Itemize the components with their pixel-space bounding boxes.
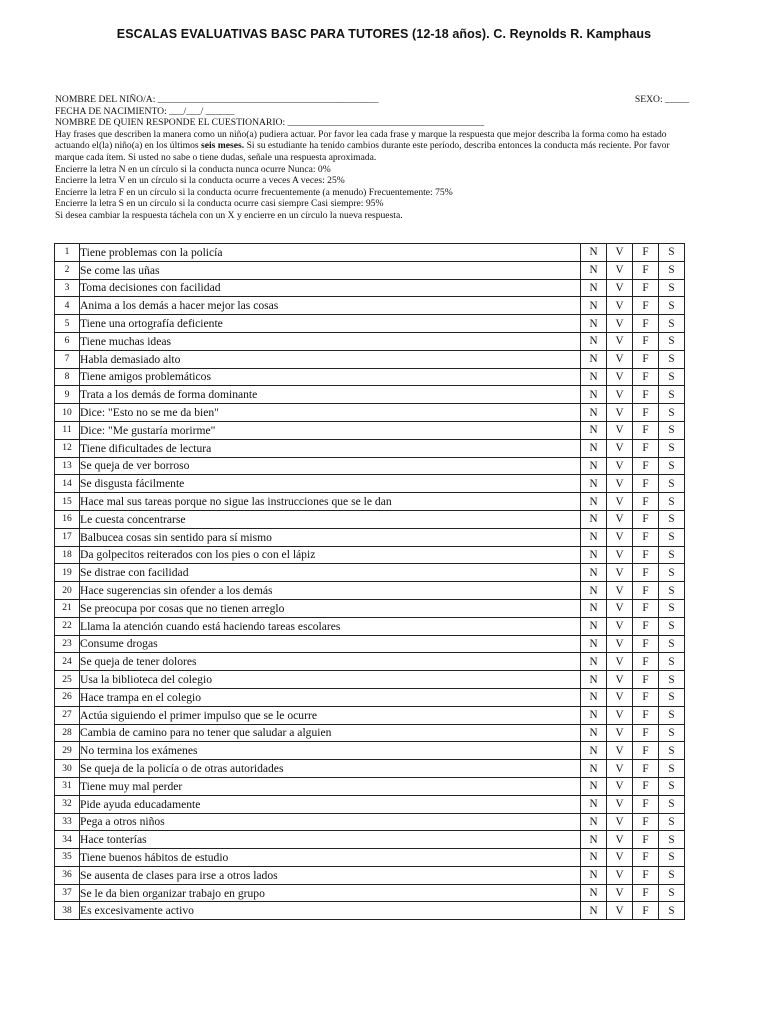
answer-option-v[interactable]: V bbox=[607, 439, 633, 457]
table-row bbox=[55, 350, 685, 368]
item-number: 7 bbox=[55, 350, 80, 368]
answer-option-f[interactable]: F bbox=[633, 386, 659, 404]
answer-option-s[interactable]: S bbox=[659, 546, 685, 564]
answer-option-f[interactable]: F bbox=[633, 457, 659, 475]
answer-option-n[interactable]: N bbox=[581, 368, 607, 386]
item-number: 37 bbox=[55, 884, 80, 902]
answer-option-s[interactable]: S bbox=[659, 457, 685, 475]
answer-option-f[interactable]: F bbox=[633, 368, 659, 386]
answer-option-n[interactable]: N bbox=[581, 831, 607, 849]
table-row bbox=[55, 813, 685, 831]
answer-option-v[interactable]: V bbox=[607, 475, 633, 493]
answer-option-v[interactable]: V bbox=[607, 795, 633, 813]
answer-option-v[interactable]: V bbox=[607, 404, 633, 422]
answer-option-v[interactable]: V bbox=[607, 849, 633, 867]
instructions-emphasis: seis meses. bbox=[201, 140, 245, 152]
instructions-text: Hay frases que describen la manera como un niño(a) pudiera actuar. Por favor lea cada frase y marque la respuesta que mejor describa la forma como ha estado actuando el(la) niño(a) en los últimos bbox=[55, 128, 667, 152]
answer-option-f[interactable]: F bbox=[633, 599, 659, 617]
item-number: 21 bbox=[55, 599, 80, 617]
answer-option-n[interactable]: N bbox=[581, 777, 607, 795]
answer-option-f[interactable]: F bbox=[633, 760, 659, 778]
answer-option-v[interactable]: V bbox=[607, 510, 633, 528]
item-text: Balbucea cosas sin sentido para sí mismo bbox=[80, 528, 581, 546]
item-number: 33 bbox=[55, 813, 80, 831]
answer-option-v[interactable]: V bbox=[607, 902, 633, 920]
answer-option-v[interactable]: V bbox=[607, 315, 633, 333]
table-row bbox=[55, 493, 685, 511]
answer-option-v[interactable]: V bbox=[607, 261, 633, 279]
table-row bbox=[55, 315, 685, 333]
answer-option-f[interactable]: F bbox=[633, 617, 659, 635]
answer-option-v[interactable]: V bbox=[607, 528, 633, 546]
answer-option-f[interactable]: F bbox=[633, 635, 659, 653]
answer-option-n[interactable]: N bbox=[581, 653, 607, 671]
item-number: 11 bbox=[55, 421, 80, 439]
item-number: 9 bbox=[55, 386, 80, 404]
answer-option-s[interactable]: S bbox=[659, 706, 685, 724]
table-row bbox=[55, 617, 685, 635]
item-text: Es excesivamente activo bbox=[80, 902, 581, 920]
answer-option-n[interactable]: N bbox=[581, 279, 607, 297]
table-row bbox=[55, 510, 685, 528]
item-text: Tiene dificultades de lectura bbox=[80, 439, 581, 457]
answer-option-v[interactable]: V bbox=[607, 617, 633, 635]
item-text: Cambia de camino para no tener que saludar a alguien bbox=[80, 724, 581, 742]
answer-option-s[interactable]: S bbox=[659, 849, 685, 867]
table-row bbox=[55, 599, 685, 617]
answer-option-s[interactable]: S bbox=[659, 528, 685, 546]
table-row bbox=[55, 261, 685, 279]
answer-option-f[interactable]: F bbox=[633, 297, 659, 315]
answer-option-s[interactable]: S bbox=[659, 564, 685, 582]
answer-option-s[interactable]: S bbox=[659, 884, 685, 902]
table-row bbox=[55, 332, 685, 350]
table-row bbox=[55, 564, 685, 582]
sex-field[interactable]: SEXO: _____ bbox=[634, 94, 689, 105]
answer-option-s[interactable]: S bbox=[659, 688, 685, 706]
item-text: Habla demasiado alto bbox=[80, 350, 581, 368]
item-text: Hace mal sus tareas porque no sigue las instrucciones que se le dan bbox=[80, 493, 581, 511]
table-row bbox=[55, 244, 685, 262]
item-number: 18 bbox=[55, 546, 80, 564]
answer-option-f[interactable]: F bbox=[633, 831, 659, 849]
table-row bbox=[55, 368, 685, 386]
answer-option-f[interactable]: F bbox=[633, 884, 659, 902]
name-row bbox=[55, 94, 695, 106]
answer-option-n[interactable]: N bbox=[581, 297, 607, 315]
answer-option-f[interactable]: F bbox=[633, 795, 659, 813]
table-row bbox=[55, 671, 685, 689]
answer-option-v[interactable]: V bbox=[607, 706, 633, 724]
item-number: 32 bbox=[55, 795, 80, 813]
table-row bbox=[55, 279, 685, 297]
answer-option-n[interactable]: N bbox=[581, 332, 607, 350]
answer-option-s[interactable]: S bbox=[659, 386, 685, 404]
table-row bbox=[55, 724, 685, 742]
item-text: Usa la biblioteca del colegio bbox=[80, 671, 581, 689]
answer-option-f[interactable]: F bbox=[633, 724, 659, 742]
answer-option-s[interactable]: S bbox=[659, 368, 685, 386]
answer-option-s[interactable]: S bbox=[659, 653, 685, 671]
answer-option-s[interactable]: S bbox=[659, 866, 685, 884]
table-row bbox=[55, 421, 685, 439]
table-row bbox=[55, 528, 685, 546]
item-number: 23 bbox=[55, 635, 80, 653]
answer-option-s[interactable]: S bbox=[659, 724, 685, 742]
answer-option-n[interactable]: N bbox=[581, 884, 607, 902]
item-text: Da golpecitos reiterados con los pies o con el lápiz bbox=[80, 546, 581, 564]
answer-option-f[interactable]: F bbox=[633, 671, 659, 689]
item-number: 16 bbox=[55, 510, 80, 528]
answer-option-s[interactable]: S bbox=[659, 475, 685, 493]
answer-option-s[interactable]: S bbox=[659, 297, 685, 315]
answer-option-f[interactable]: F bbox=[633, 350, 659, 368]
item-text: Se come las uñas bbox=[80, 261, 581, 279]
answer-option-f[interactable]: F bbox=[633, 510, 659, 528]
item-number: 1 bbox=[55, 244, 80, 262]
answer-option-v[interactable]: V bbox=[607, 332, 633, 350]
instruction-n: Encierre la letra N en un círculo si la conducta nunca ocurre Nunca: 0% bbox=[55, 163, 331, 175]
answer-option-n[interactable]: N bbox=[581, 617, 607, 635]
answer-option-v[interactable]: V bbox=[607, 564, 633, 582]
answer-option-n[interactable]: N bbox=[581, 564, 607, 582]
answer-option-v[interactable]: V bbox=[607, 653, 633, 671]
answer-option-s[interactable]: S bbox=[659, 777, 685, 795]
answer-option-f[interactable]: F bbox=[633, 706, 659, 724]
item-text: Se queja de la policía o de otras autoridades bbox=[80, 760, 581, 778]
table-row bbox=[55, 457, 685, 475]
answer-option-v[interactable]: V bbox=[607, 635, 633, 653]
table-row bbox=[55, 795, 685, 813]
child-name-field[interactable]: NOMBRE DEL NIÑO/A: ______________________________________________ bbox=[55, 94, 379, 105]
answer-option-n[interactable]: N bbox=[581, 706, 607, 724]
item-number: 3 bbox=[55, 279, 80, 297]
answer-option-v[interactable]: V bbox=[607, 368, 633, 386]
answer-option-n[interactable]: N bbox=[581, 866, 607, 884]
answer-option-v[interactable]: V bbox=[607, 582, 633, 600]
answer-option-v[interactable]: V bbox=[607, 742, 633, 760]
table-row bbox=[55, 688, 685, 706]
answer-option-n[interactable]: N bbox=[581, 795, 607, 813]
item-text: Tiene amigos problemáticos bbox=[80, 368, 581, 386]
table-row bbox=[55, 439, 685, 457]
table-row bbox=[55, 884, 685, 902]
answer-option-v[interactable]: V bbox=[607, 493, 633, 511]
item-number: 22 bbox=[55, 617, 80, 635]
table-row bbox=[55, 475, 685, 493]
answer-option-n[interactable]: N bbox=[581, 475, 607, 493]
answer-option-n[interactable]: N bbox=[581, 582, 607, 600]
instruction-v: Encierre la letra V en un círculo si la conducta ocurre a veces A veces: 25% bbox=[55, 175, 345, 187]
answer-option-s[interactable]: S bbox=[659, 617, 685, 635]
answer-option-n[interactable]: N bbox=[581, 742, 607, 760]
answer-option-v[interactable]: V bbox=[607, 279, 633, 297]
table-row bbox=[55, 546, 685, 564]
table-row bbox=[55, 849, 685, 867]
item-number: 27 bbox=[55, 706, 80, 724]
answer-option-f[interactable]: F bbox=[633, 421, 659, 439]
answer-option-f[interactable]: F bbox=[633, 813, 659, 831]
answer-option-s[interactable]: S bbox=[659, 279, 685, 297]
answer-option-n[interactable]: N bbox=[581, 688, 607, 706]
answer-option-n[interactable]: N bbox=[581, 902, 607, 920]
answer-option-v[interactable]: V bbox=[607, 760, 633, 778]
answer-option-v[interactable]: V bbox=[607, 777, 633, 795]
answer-option-n[interactable]: N bbox=[581, 849, 607, 867]
answer-option-f[interactable]: F bbox=[633, 244, 659, 262]
answer-option-n[interactable]: N bbox=[581, 724, 607, 742]
table-row bbox=[55, 831, 685, 849]
answer-option-f[interactable]: F bbox=[633, 439, 659, 457]
answer-option-f[interactable]: F bbox=[633, 777, 659, 795]
answer-option-f[interactable]: F bbox=[633, 742, 659, 760]
answer-option-v[interactable]: V bbox=[607, 813, 633, 831]
table-row bbox=[55, 635, 685, 653]
item-number: 26 bbox=[55, 688, 80, 706]
answer-option-v[interactable]: V bbox=[607, 350, 633, 368]
item-text: Se disgusta fácilmente bbox=[80, 475, 581, 493]
item-text: Tiene muy mal perder bbox=[80, 777, 581, 795]
answer-option-s[interactable]: S bbox=[659, 261, 685, 279]
answer-option-v[interactable]: V bbox=[607, 457, 633, 475]
item-number: 5 bbox=[55, 315, 80, 333]
item-text: Se le da bien organizar trabajo en grupo bbox=[80, 884, 581, 902]
item-text: Llama la atención cuando está haciendo tareas escolares bbox=[80, 617, 581, 635]
item-text: Se preocupa por cosas que no tienen arreglo bbox=[80, 599, 581, 617]
table-row bbox=[55, 866, 685, 884]
form-header bbox=[55, 94, 695, 222]
answer-option-v[interactable]: V bbox=[607, 688, 633, 706]
answer-option-s[interactable]: S bbox=[659, 902, 685, 920]
answer-option-s[interactable]: S bbox=[659, 671, 685, 689]
item-number: 25 bbox=[55, 671, 80, 689]
item-number: 28 bbox=[55, 724, 80, 742]
instructions-paragraph bbox=[55, 129, 695, 164]
birthdate-field[interactable]: FECHA DE NACIMIENTO: ___/___/ ______ bbox=[55, 105, 235, 117]
questionnaire-body bbox=[55, 244, 685, 920]
answer-option-f[interactable]: F bbox=[633, 493, 659, 511]
answer-option-n[interactable]: N bbox=[581, 386, 607, 404]
item-text: Dice: "Esto no se me da bien" bbox=[80, 404, 581, 422]
item-number: 20 bbox=[55, 582, 80, 600]
answer-option-s[interactable]: S bbox=[659, 439, 685, 457]
answer-option-s[interactable]: S bbox=[659, 742, 685, 760]
table-row bbox=[55, 777, 685, 795]
item-text: Se queja de ver borroso bbox=[80, 457, 581, 475]
answer-option-f[interactable]: F bbox=[633, 582, 659, 600]
item-text: Hace tonterías bbox=[80, 831, 581, 849]
item-number: 36 bbox=[55, 866, 80, 884]
answer-option-f[interactable]: F bbox=[633, 564, 659, 582]
item-number: 6 bbox=[55, 332, 80, 350]
item-number: 19 bbox=[55, 564, 80, 582]
answer-option-s[interactable]: S bbox=[659, 421, 685, 439]
answer-option-n[interactable]: N bbox=[581, 261, 607, 279]
instructions-text-cont: Si su estudiante ha tenido cambios durante este período, describa entonces la conducta más reciente. Por favor marque cada ítem. Si usted no sabe o tiene dudas, señale una respuesta aproximada. bbox=[55, 140, 670, 163]
item-text: Anima a los demás a hacer mejor las cosas bbox=[80, 297, 581, 315]
answer-option-v[interactable]: V bbox=[607, 546, 633, 564]
item-number: 24 bbox=[55, 653, 80, 671]
answer-option-n[interactable]: N bbox=[581, 546, 607, 564]
answer-option-f[interactable]: F bbox=[633, 546, 659, 564]
table-row bbox=[55, 902, 685, 920]
answer-option-n[interactable]: N bbox=[581, 528, 607, 546]
answer-option-f[interactable]: F bbox=[633, 653, 659, 671]
item-number: 35 bbox=[55, 849, 80, 867]
table-row bbox=[55, 404, 685, 422]
answer-option-v[interactable]: V bbox=[607, 421, 633, 439]
answer-option-f[interactable]: F bbox=[633, 902, 659, 920]
table-row bbox=[55, 297, 685, 315]
answer-option-f[interactable]: F bbox=[633, 849, 659, 867]
answer-option-n[interactable]: N bbox=[581, 671, 607, 689]
item-number: 4 bbox=[55, 297, 80, 315]
item-number: 2 bbox=[55, 261, 80, 279]
table-row bbox=[55, 582, 685, 600]
answer-option-v[interactable]: V bbox=[607, 884, 633, 902]
item-number: 17 bbox=[55, 528, 80, 546]
answer-option-f[interactable]: F bbox=[633, 315, 659, 333]
answer-option-f[interactable]: F bbox=[633, 528, 659, 546]
answer-option-s[interactable]: S bbox=[659, 813, 685, 831]
item-number: 10 bbox=[55, 404, 80, 422]
answer-option-s[interactable]: S bbox=[659, 795, 685, 813]
table-row bbox=[55, 742, 685, 760]
instruction-f: Encierre la letra F en un círculo si la conducta ocurre frecuentemente (a menudo) Frecuentemente: 75% bbox=[55, 186, 453, 198]
answer-option-v[interactable]: V bbox=[607, 866, 633, 884]
item-text: Se distrae con facilidad bbox=[80, 564, 581, 582]
table-row bbox=[55, 653, 685, 671]
answer-option-n[interactable]: N bbox=[581, 813, 607, 831]
questionnaire-table bbox=[54, 243, 685, 920]
table-row bbox=[55, 386, 685, 404]
item-text: Tiene muchas ideas bbox=[80, 332, 581, 350]
instruction-s: Encierre la letra S en un círculo si la conducta ocurre casi siempre Casi siempre: 95% bbox=[55, 198, 384, 210]
item-number: 12 bbox=[55, 439, 80, 457]
item-text: Consume drogas bbox=[80, 635, 581, 653]
answer-option-f[interactable]: F bbox=[633, 279, 659, 297]
answer-option-n[interactable]: N bbox=[581, 760, 607, 778]
item-text: Pide ayuda educadamente bbox=[80, 795, 581, 813]
answer-option-n[interactable]: N bbox=[581, 350, 607, 368]
answer-option-s[interactable]: S bbox=[659, 244, 685, 262]
item-text: Hace trampa en el colegio bbox=[80, 688, 581, 706]
item-number: 34 bbox=[55, 831, 80, 849]
answer-option-f[interactable]: F bbox=[633, 688, 659, 706]
item-number: 14 bbox=[55, 475, 80, 493]
item-number: 38 bbox=[55, 902, 80, 920]
table-row bbox=[55, 706, 685, 724]
item-number: 15 bbox=[55, 493, 80, 511]
answer-option-v[interactable]: V bbox=[607, 724, 633, 742]
answer-option-f[interactable]: F bbox=[633, 332, 659, 350]
respondent-field[interactable]: NOMBRE DE QUIEN RESPONDE EL CUESTIONARIO: _________________________________________ bbox=[55, 117, 485, 129]
answer-option-n[interactable]: N bbox=[581, 315, 607, 333]
answer-option-s[interactable]: S bbox=[659, 599, 685, 617]
answer-option-v[interactable]: V bbox=[607, 297, 633, 315]
answer-option-n[interactable]: N bbox=[581, 244, 607, 262]
answer-option-s[interactable]: S bbox=[659, 315, 685, 333]
item-text: Le cuesta concentrarse bbox=[80, 510, 581, 528]
item-text: Se queja de tener dolores bbox=[80, 653, 581, 671]
answer-option-s[interactable]: S bbox=[659, 760, 685, 778]
answer-option-n[interactable]: N bbox=[581, 421, 607, 439]
item-text: Tiene problemas con la policía bbox=[80, 244, 581, 262]
item-text: Actúa siguiendo el primer impulso que se le ocurre bbox=[80, 706, 581, 724]
item-text: No termina los exámenes bbox=[80, 742, 581, 760]
item-text: Dice: "Me gustaría morirme" bbox=[80, 421, 581, 439]
answer-option-n[interactable]: N bbox=[581, 439, 607, 457]
answer-option-f[interactable]: F bbox=[633, 404, 659, 422]
table-row bbox=[55, 760, 685, 778]
answer-option-n[interactable]: N bbox=[581, 599, 607, 617]
answer-option-n[interactable]: N bbox=[581, 493, 607, 511]
answer-option-s[interactable]: S bbox=[659, 332, 685, 350]
answer-option-n[interactable]: N bbox=[581, 404, 607, 422]
answer-option-v[interactable]: V bbox=[607, 831, 633, 849]
item-text: Tiene una ortografía deficiente bbox=[80, 315, 581, 333]
item-text: Se ausenta de clases para irse a otros lados bbox=[80, 866, 581, 884]
answer-option-s[interactable]: S bbox=[659, 404, 685, 422]
answer-option-f[interactable]: F bbox=[633, 261, 659, 279]
answer-option-n[interactable]: N bbox=[581, 457, 607, 475]
item-number: 31 bbox=[55, 777, 80, 795]
answer-option-v[interactable]: V bbox=[607, 671, 633, 689]
answer-option-s[interactable]: S bbox=[659, 510, 685, 528]
answer-option-n[interactable]: N bbox=[581, 510, 607, 528]
answer-option-v[interactable]: V bbox=[607, 386, 633, 404]
item-number: 8 bbox=[55, 368, 80, 386]
answer-option-f[interactable]: F bbox=[633, 866, 659, 884]
item-number: 30 bbox=[55, 760, 80, 778]
answer-option-v[interactable]: V bbox=[607, 599, 633, 617]
answer-option-s[interactable]: S bbox=[659, 635, 685, 653]
answer-option-s[interactable]: S bbox=[659, 831, 685, 849]
answer-option-s[interactable]: S bbox=[659, 582, 685, 600]
item-number: 13 bbox=[55, 457, 80, 475]
answer-option-f[interactable]: F bbox=[633, 475, 659, 493]
answer-option-n[interactable]: N bbox=[581, 635, 607, 653]
item-text: Pega a otros niños bbox=[80, 813, 581, 831]
item-text: Toma decisiones con facilidad bbox=[80, 279, 581, 297]
answer-option-s[interactable]: S bbox=[659, 493, 685, 511]
item-text: Trata a los demás de forma dominante bbox=[80, 386, 581, 404]
answer-option-s[interactable]: S bbox=[659, 350, 685, 368]
document-title: ESCALAS EVALUATIVAS BASC PARA TUTORES (12-18 años). C. Reynolds R. Kamphaus bbox=[116, 27, 652, 41]
item-text: Hace sugerencias sin ofender a los demás bbox=[80, 582, 581, 600]
instruction-change: Si desea cambiar la respuesta táchela con un X y encierre en un círculo la nueva respuesta. bbox=[55, 209, 403, 221]
answer-option-v[interactable]: V bbox=[607, 244, 633, 262]
item-number: 29 bbox=[55, 742, 80, 760]
item-text: Tiene buenos hábitos de estudio bbox=[80, 849, 581, 867]
